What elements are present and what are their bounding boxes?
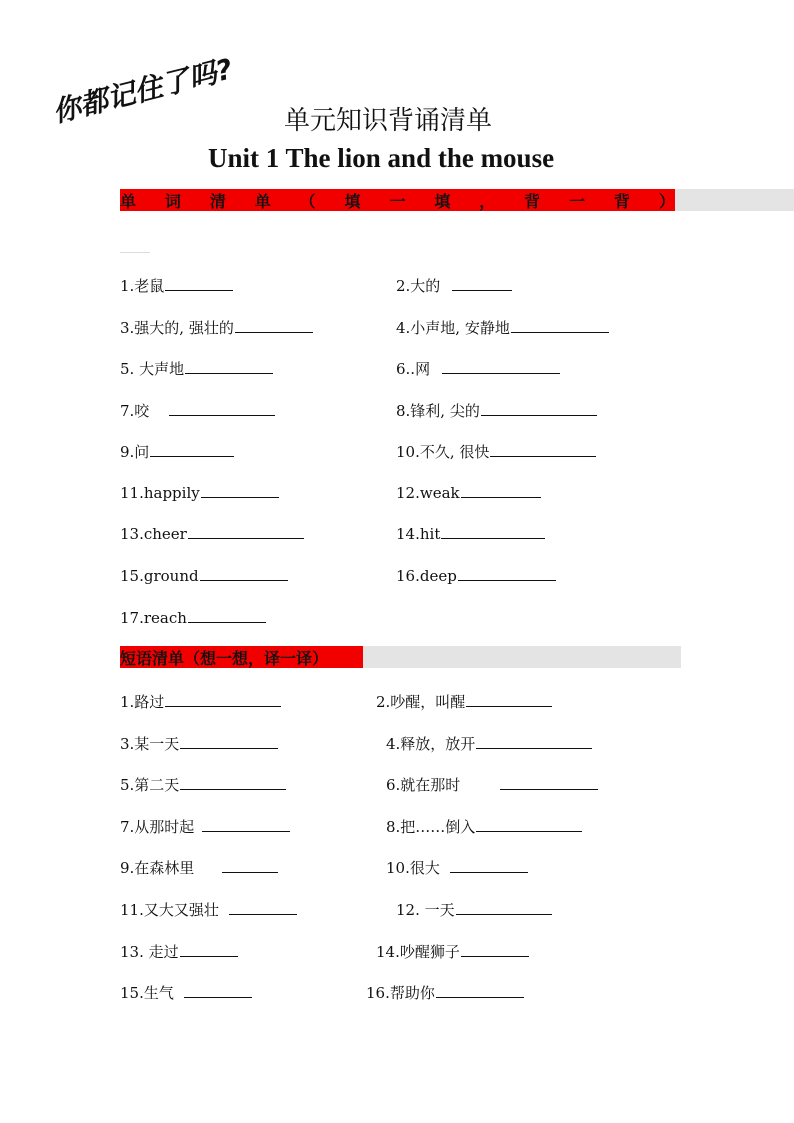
phrase-item: 4.释放，放开 [386, 733, 592, 754]
word-item: 1.老鼠 [120, 275, 233, 296]
phrase-item: 15.生气 [120, 982, 252, 1003]
phrase-list-banner [120, 646, 681, 668]
word-item: 14.hit [396, 524, 545, 543]
heading-char: 单 [120, 191, 137, 211]
word-item: 16.deep [396, 566, 556, 585]
heading-char: 一 [569, 191, 586, 211]
page-title-english: Unit 1 The lion and the mouse [208, 143, 555, 173]
heading-char: 背 [613, 191, 630, 211]
word-item: 7.咬 [120, 400, 275, 421]
phrase-item: 9.在森林里 [120, 857, 278, 878]
heading-char: 单 [254, 191, 271, 211]
heading-char: 填 [344, 191, 361, 211]
heading-char: 清 [209, 191, 226, 211]
phrase-list-heading: 短语清单（想一想，译一译） [120, 648, 329, 668]
phrase-item: 12. 一天 [396, 899, 552, 920]
phrase-item: 1.路过 [120, 691, 281, 712]
stamp-heading: 你都记住了吗? [49, 52, 236, 129]
word-item: 15.ground [120, 566, 288, 585]
phrase-item: 14.吵醒狮子 [376, 941, 529, 962]
phrase-item: 6.就在那时 [386, 774, 598, 795]
phrase-item: 11.又大又强壮 [120, 899, 297, 920]
word-item: 13.cheer [120, 524, 304, 543]
word-item: 4.小声地, 安静地 [396, 317, 609, 338]
page-title-chinese: 单元知识背诵清单 [284, 106, 493, 136]
heading-char: ， [479, 191, 496, 211]
word-item: 17.reach [120, 608, 266, 627]
word-item: 5. 大声地 [120, 358, 273, 379]
word-list-banner [120, 189, 794, 211]
word-item: 12.weak [396, 483, 541, 502]
heading-char: （ [299, 191, 316, 211]
word-list-heading [120, 190, 675, 210]
heading-char: 一 [389, 191, 406, 211]
phrase-item: 13. 走过 [120, 941, 238, 962]
word-item: 8.锋利, 尖的 [396, 400, 597, 421]
heading-char: 背 [524, 191, 541, 211]
heading-char: ） [658, 191, 675, 211]
phrase-item: 8.把……倒入 [386, 816, 582, 837]
phrase-item: 16.帮助你 [366, 982, 524, 1003]
word-item: 2.大的 [396, 275, 512, 296]
heading-char: 填 [434, 191, 451, 211]
word-item: 10.不久, 很快 [396, 441, 596, 462]
phrase-item: 5.第二天 [120, 774, 286, 795]
phrase-item: 10.很大 [386, 857, 528, 878]
word-item: 3.强大的, 强壮的 [120, 317, 313, 338]
heading-char: 词 [164, 191, 181, 211]
word-item: 9.问 [120, 441, 234, 462]
phrase-item: 7.从那时起 [120, 816, 290, 837]
word-item: 11.happily [120, 483, 279, 502]
phrase-item: 2.吵醒，叫醒 [376, 691, 552, 712]
word-item: 6..网 [396, 358, 560, 379]
divider-mark [120, 252, 150, 253]
phrase-item: 3.某一天 [120, 733, 278, 754]
